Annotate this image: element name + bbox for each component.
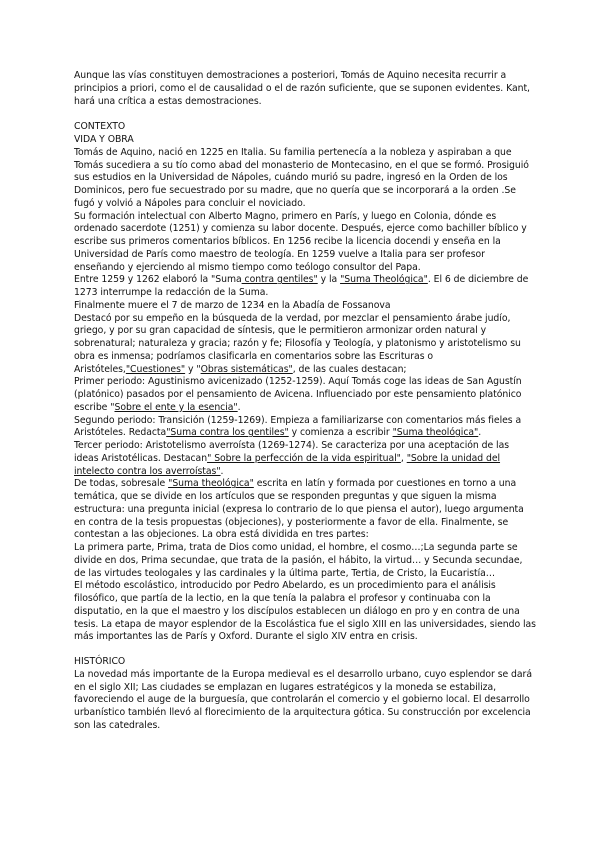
text-run: y " bbox=[185, 363, 201, 375]
text-run: Entre 1259 y 1262 elaboró la "Suma bbox=[74, 274, 242, 286]
paragraph-historical: La novedad más importante de la Europa medieval es el desarrollo urbano, cuyo esplendor se dará en el siglo XII; Las ciudades se emplazan en lugares estratégicos y la moneda se estabiliza, favoreciendo el auge de la burguesía, que controlarán el comercio y el gobierno local. El desarrollo urbanístico también llevó al florecimiento de la arquitectura gótica. Su construcción por excelencia son las catedrales. bbox=[74, 668, 532, 731]
text-run: . El 6 de diciembre de 1273 interrumpe la redacción de la Suma. bbox=[74, 274, 529, 298]
text-run: y la bbox=[317, 274, 341, 286]
paragraph-suma-structure bbox=[74, 478, 536, 542]
paragraph-parts: La primera parte, Prima, trata de Dios como unidad, el hombre, el cosmo…;La segunda parte se divide en dos, Prima secundae, que trata de la pasión, el hábito, la virtud… y Secunda secundae, de las virtudes teologales y las cardinales y la última parte, Tertia, de Cristo, la Eucaristía… bbox=[74, 542, 523, 579]
link-suma-contra-los-gentiles[interactable]: "Suma contra los gentiles" bbox=[166, 427, 289, 439]
link-sobre-el-ente[interactable]: Sobre el ente y la esencia" bbox=[114, 401, 238, 413]
paragraph-first-period bbox=[74, 376, 536, 414]
text-run: escrita en latín y formada por cuestiones en torno a una temática, que se divide en los artículos que se responden preguntas y que siguen la misma estructura: una pregunta inicial (expresa lo contrario de lo que piensa el autor), luego argumenta en contra de la tesis propuestas (objeciones), y posteriormente a favor de ella. Finalmente, se contestan a las objeciones. La obra está dividida en tres partes: bbox=[74, 478, 524, 541]
spacer bbox=[74, 108, 536, 121]
link-suma-theologica-3[interactable]: "Suma theológica" bbox=[168, 478, 254, 490]
paragraph-formation: Su formación intelectual con Alberto Magno, primero en París, y luego en Colonia, dónde es ordenado sacerdote (1251) y comienza su labor docente. Después, ejerce como bachiller bíblico y escribe sus primeros comentarios bíblicos. En 1256 recibe la licencia docendi y enseña en la Universidad de París como maestro de teología. En 1259 vuelve a Italia para ser profesor enseñando y ejerciendo al mismo tiempo como teólogo consultor del Papa. bbox=[74, 210, 527, 273]
document-page bbox=[74, 70, 536, 733]
text-run: . bbox=[478, 427, 482, 439]
link-vida-espiritual[interactable]: " Sobre la perfección de la vida espiritual" bbox=[207, 452, 401, 464]
text-run: Primer periodo: Agustinismo avicenizado (1252-1259). Aquí Tomás coge las ideas de San Agustín (platónico) pasados por el pensamiento de Avicena. Influenciado por este pensamiento platónico escribe " bbox=[74, 376, 522, 413]
subheading-vida-y-obra: VIDA Y OBRA bbox=[74, 134, 134, 145]
link-obras-sistematicas[interactable]: Obras sistemáticas" bbox=[200, 363, 293, 375]
text-run: y comienza a escribir bbox=[288, 427, 393, 439]
text-run: , de las cuales destacan; bbox=[292, 363, 407, 375]
paragraph-biography: Tomás de Aquino, nació en 1225 en Italia. Su familia pertenecía a la nobleza y aspiraban a que Tomás sucediera a su tío como abad del monasterio de Montecasino, en el que se formó. Prosiguió sus estudios en la Universidad de Nápoles, cuándo murió su padre, ingresó en la Orden de los Dominicos, pero fue secuestrado por su madre, que no quería que se incorporará a la orden .Se fugó y volvió a Nápoles para concluir el noviciado. bbox=[74, 146, 529, 209]
spacer bbox=[74, 644, 536, 656]
paragraph-second-period bbox=[74, 415, 536, 441]
text-run: Tercer periodo: Aristotelismo averroísta (1269-1274). Se caracteriza por una aceptación de las ideas Aristotélicas. Destacan bbox=[74, 440, 510, 464]
section-heading-contexto: CONTEXTO bbox=[74, 121, 126, 133]
link-suma-theologica[interactable]: "Suma Theológica" bbox=[340, 274, 428, 286]
section-heading-historico: HISTÓRICO bbox=[74, 656, 126, 667]
paragraph-works bbox=[74, 313, 536, 377]
paragraph-death: Finalmente muere el 7 de marzo de 1234 en la Abadía de Fossanova bbox=[74, 299, 391, 311]
text-run: De todas, sobresale bbox=[74, 478, 169, 490]
link-cuestiones[interactable]: "Cuestiones" bbox=[125, 363, 186, 375]
paragraph-sumas bbox=[74, 274, 536, 300]
intro-paragraph: Aunque las vías constituyen demostraciones a posteriori, Tomás de Aquino necesita recurrir a principios a priori, como el de causalidad o el de razón suficiente, que se suponen evidentes. Kant, hará una crítica a estas demostraciones. bbox=[74, 70, 530, 107]
text-run: Segundo periodo: Transición (1259-1269). Empieza a familiarizarse con comentarios más fieles a Aristóteles. Redacta bbox=[74, 414, 522, 439]
text-run: . bbox=[220, 465, 224, 477]
paragraph-third-period bbox=[74, 440, 536, 478]
text-run: , bbox=[400, 452, 407, 464]
paragraph-scholastic-method: El método escolástico, introducido por Pedro Abelardo, es un procedimiento para el análisis filosófico, que partía de la lectio, en la que tenía la palabra el profesor y continuaba con la disputatio, en la que el maestro y los discípulos establecen un diálogo en pro y en contra de una tesis. La etapa de mayor esplendor de la Escolástica fue el siglo XIII en las universidades, siendo las más importantes las de París y Oxford. Durante el siglo XIV entra en crisis. bbox=[74, 580, 536, 643]
text-run: . bbox=[237, 401, 241, 413]
link-suma-contra-gentiles[interactable]: contra gentiles" bbox=[241, 274, 318, 286]
link-unidad-del-intelecto[interactable]: "Sobre la unidad del intelecto contra los averroístas" bbox=[74, 452, 501, 477]
link-suma-theologica-2[interactable]: "Suma theológica" bbox=[392, 427, 479, 439]
text-run: Destacó por su empeño en la búsqueda de la verdad, por mezclar el pensamiento árabe judío, griego, y por su gran capacidad de síntesis, que le permitieron armonizar orden natural y sobrenatural; naturaleza y gracia; razón y fe; Filosofía y Teología, y platonismo y aristotelismo su obra es inmensa; podríamos clasificarla en comentarios sobre las Escrituras o Aristóteles, bbox=[74, 312, 521, 375]
